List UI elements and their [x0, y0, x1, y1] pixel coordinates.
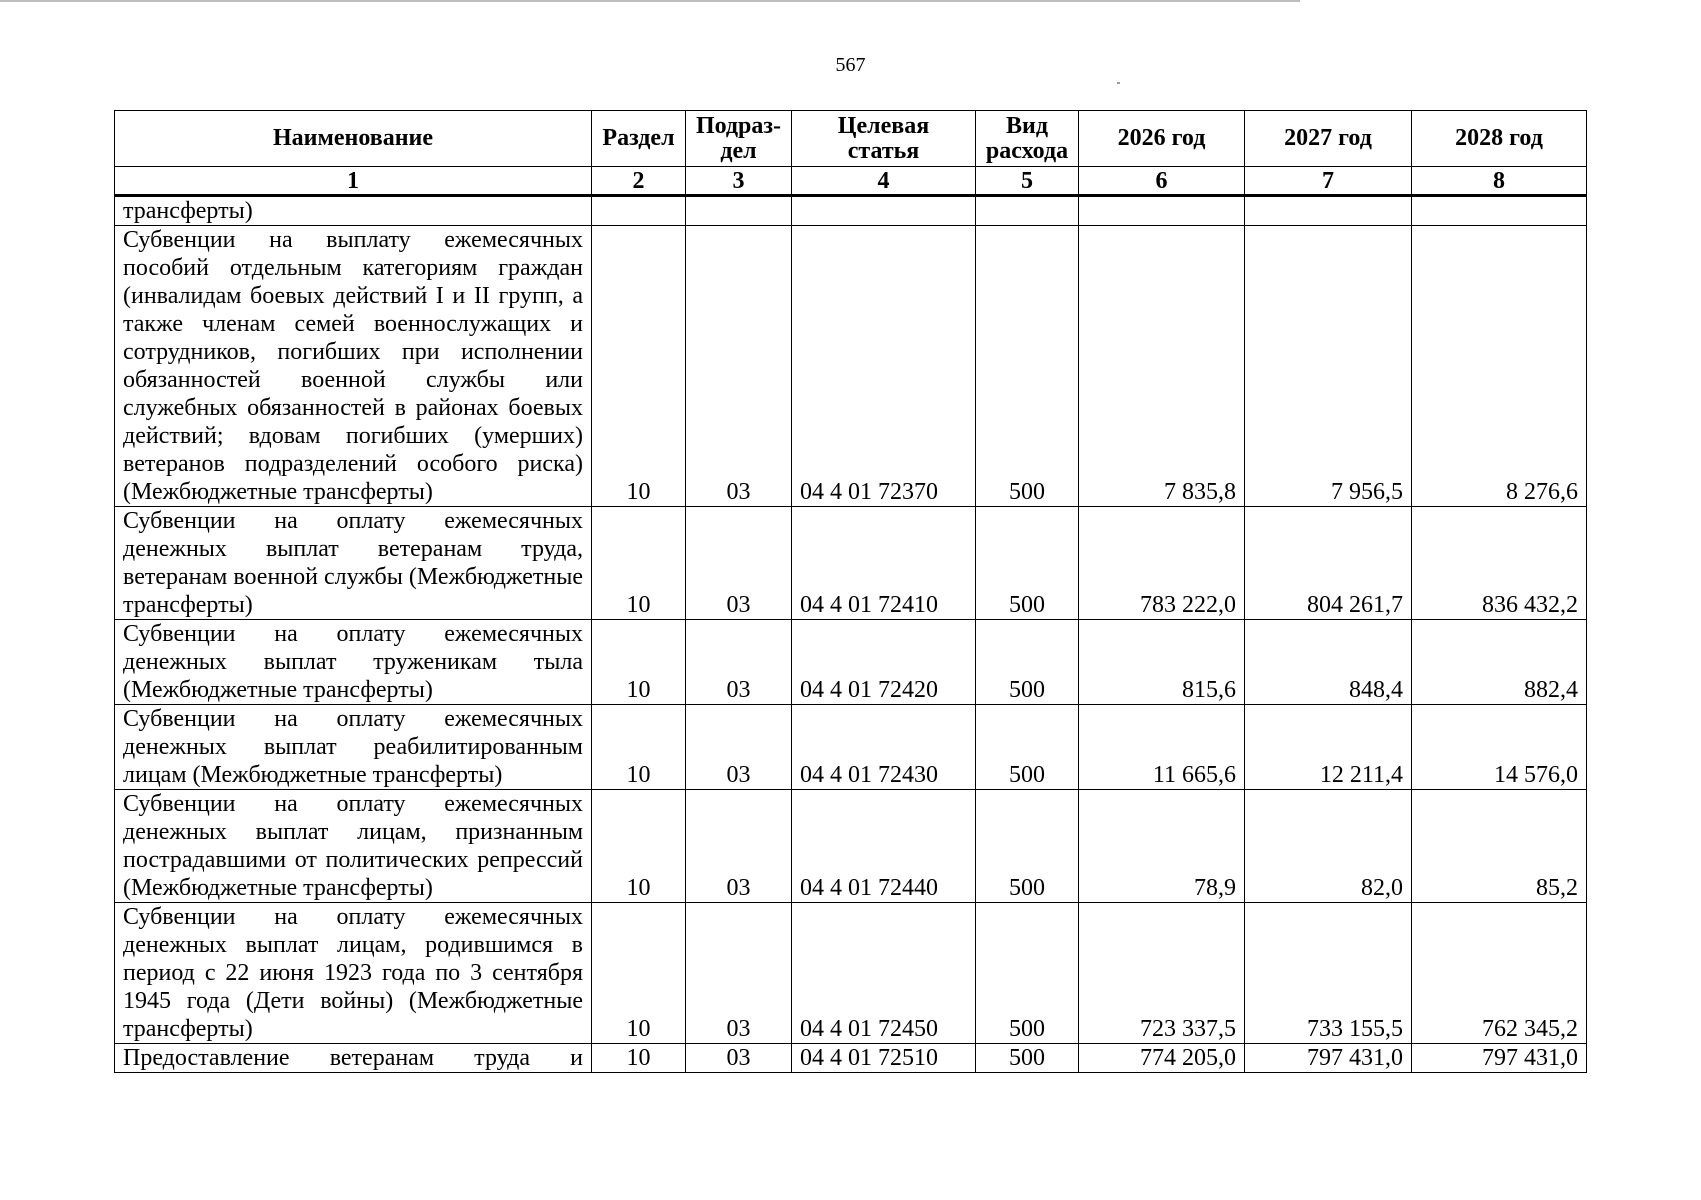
row-subsection: 03 — [686, 705, 792, 790]
header-year-2026: 2026 год — [1079, 111, 1245, 167]
column-number: 4 — [792, 167, 976, 196]
table-row — [115, 705, 1587, 790]
header-year-2027: 2027 год — [1245, 111, 1412, 167]
row-amount-2026 — [1079, 196, 1245, 226]
row-section: 10 — [592, 226, 686, 507]
row-amount-2028: 797 431,0 — [1412, 1044, 1587, 1073]
table-row — [115, 790, 1587, 903]
table-row — [115, 196, 1587, 226]
header-subsection: Подраз-дел — [686, 111, 792, 167]
row-expense-type: 500 — [976, 903, 1079, 1044]
row-section: 10 — [592, 1044, 686, 1073]
row-name: Субвенции на оплату ежемесячных денежных выплат реабилитированным лицам (Межбюджетные трансферты) — [115, 705, 592, 790]
row-amount-2027: 12 211,4 — [1245, 705, 1412, 790]
table-row — [115, 620, 1587, 705]
table-body — [115, 196, 1587, 1073]
column-number: 2 — [592, 167, 686, 196]
row-amount-2026: 11 665,6 — [1079, 705, 1245, 790]
column-number: 3 — [686, 167, 792, 196]
column-number: 1 — [115, 167, 592, 196]
column-number: 6 — [1079, 167, 1245, 196]
row-name: трансферты) — [115, 196, 592, 226]
row-amount-2026: 7 835,8 — [1079, 226, 1245, 507]
row-subsection: 03 — [686, 620, 792, 705]
row-name: Субвенции на выплату ежемесячных пособий отдельным категориям граждан (инвалидам боевых действий I и II групп, а также членам семей военнослужащих и сотрудников, погибших при исполнении обязанностей военной службы или служебных обязанностей в районах боевых действий; вдовам погибших (умерших) ветеранов подразделений особого риска) (Межбюджетные трансферты) — [115, 226, 592, 507]
row-expense-type: 500 — [976, 790, 1079, 903]
row-section — [592, 196, 686, 226]
table-row — [115, 507, 1587, 620]
row-expense-type: 500 — [976, 1044, 1079, 1073]
row-target — [792, 196, 976, 226]
row-amount-2028: 14 576,0 — [1412, 705, 1587, 790]
row-amount-2028 — [1412, 196, 1587, 226]
row-expense-type: 500 — [976, 705, 1079, 790]
budget-table — [114, 110, 1587, 1073]
row-amount-2026: 774 205,0 — [1079, 1044, 1245, 1073]
row-amount-2027: 82,0 — [1245, 790, 1412, 903]
column-number-row — [115, 167, 1587, 196]
header-target: Целевая статья — [792, 111, 976, 167]
header-name: Наименование — [115, 111, 592, 167]
row-target: 04 4 01 72410 — [792, 507, 976, 620]
row-subsection: 03 — [686, 903, 792, 1044]
row-amount-2027: 804 261,7 — [1245, 507, 1412, 620]
table-row — [115, 226, 1587, 507]
row-amount-2028: 882,4 — [1412, 620, 1587, 705]
table-row — [115, 903, 1587, 1044]
row-amount-2027: 7 956,5 — [1245, 226, 1412, 507]
page-number: 567 — [835, 54, 866, 76]
row-amount-2027: 797 431,0 — [1245, 1044, 1412, 1073]
row-name: Субвенции на оплату ежемесячных денежных выплат лицам, родившимся в период с 22 июня 1923 года по 3 сентября 1945 года (Дети войны) (Межбюджетные трансферты) — [115, 903, 592, 1044]
row-subsection: 03 — [686, 226, 792, 507]
row-name: Предоставление ветеранам труда и — [115, 1044, 592, 1073]
table-row — [115, 1044, 1587, 1073]
row-amount-2027: 733 155,5 — [1245, 903, 1412, 1044]
row-expense-type: 500 — [976, 226, 1079, 507]
row-expense-type: 500 — [976, 620, 1079, 705]
row-amount-2026: 815,6 — [1079, 620, 1245, 705]
row-section: 10 — [592, 790, 686, 903]
row-name: Субвенции на оплату ежемесячных денежных выплат лицам, признанным пострадавшими от политических репрессий (Межбюджетные трансферты) — [115, 790, 592, 903]
row-name: Субвенции на оплату ежемесячных денежных выплат труженикам тыла (Межбюджетные трансферты) — [115, 620, 592, 705]
row-amount-2028: 8 276,6 — [1412, 226, 1587, 507]
row-target: 04 4 01 72440 — [792, 790, 976, 903]
row-amount-2026: 783 222,0 — [1079, 507, 1245, 620]
row-subsection: 03 — [686, 1044, 792, 1073]
header-row — [115, 111, 1587, 167]
row-subsection: 03 — [686, 790, 792, 903]
header-section: Раздел — [592, 111, 686, 167]
table-header — [115, 111, 1587, 196]
row-target: 04 4 01 72510 — [792, 1044, 976, 1073]
row-name: Субвенции на оплату ежемесячных денежных выплат ветеранам труда, ветеранам военной службы (Межбюджетные трансферты) — [115, 507, 592, 620]
header-year-2028: 2028 год — [1412, 111, 1587, 167]
row-section: 10 — [592, 705, 686, 790]
row-target: 04 4 01 72370 — [792, 226, 976, 507]
column-number: 7 — [1245, 167, 1412, 196]
header-expense-type: Вид расхода — [976, 111, 1079, 167]
row-section: 10 — [592, 620, 686, 705]
row-expense-type — [976, 196, 1079, 226]
row-amount-2026: 78,9 — [1079, 790, 1245, 903]
row-amount-2028: 85,2 — [1412, 790, 1587, 903]
row-amount-2028: 836 432,2 — [1412, 507, 1587, 620]
row-amount-2027 — [1245, 196, 1412, 226]
row-amount-2026: 723 337,5 — [1079, 903, 1245, 1044]
column-number: 8 — [1412, 167, 1587, 196]
row-amount-2028: 762 345,2 — [1412, 903, 1587, 1044]
row-target: 04 4 01 72450 — [792, 903, 976, 1044]
row-expense-type: 500 — [976, 507, 1079, 620]
row-section: 10 — [592, 507, 686, 620]
row-amount-2027: 848,4 — [1245, 620, 1412, 705]
row-target: 04 4 01 72430 — [792, 705, 976, 790]
row-subsection — [686, 196, 792, 226]
row-subsection: 03 — [686, 507, 792, 620]
scan-edge-line — [0, 0, 1300, 2]
column-number: 5 — [976, 167, 1079, 196]
row-section: 10 — [592, 903, 686, 1044]
scan-speck — [1117, 82, 1120, 84]
row-target: 04 4 01 72420 — [792, 620, 976, 705]
